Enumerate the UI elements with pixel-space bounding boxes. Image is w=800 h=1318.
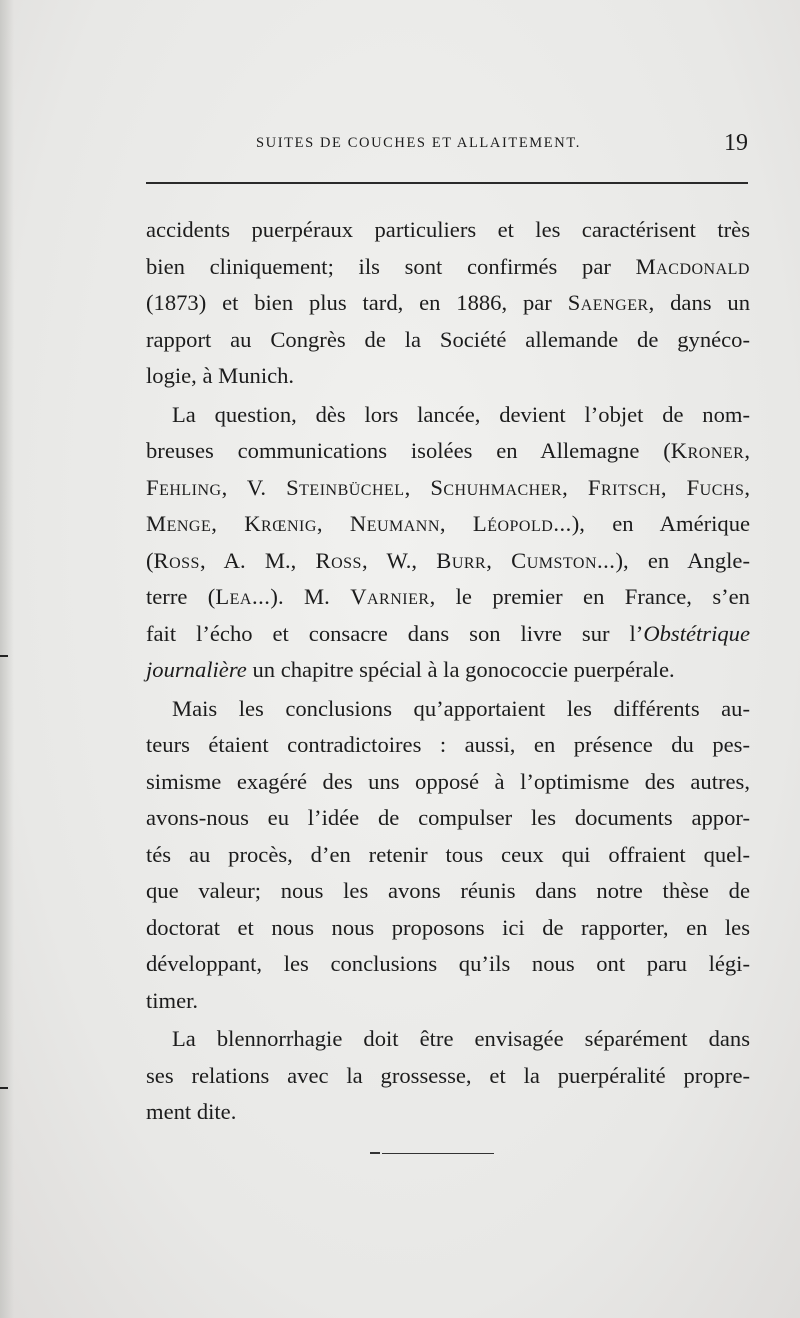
text-line: (Ross, A. M., Ross, W., Burr, Cumston...), en Angle- [146, 547, 750, 573]
author-name: Léopold... [472, 511, 572, 536]
text-line: timer. [146, 987, 199, 1013]
author-name: Fritsch [587, 474, 661, 500]
author-name: Menge [146, 511, 212, 536]
author-name: Varnier [350, 584, 430, 609]
text-line: fait l’écho et consacre dans son livre sur l’Obstétrique [146, 620, 750, 646]
body-text [146, 212, 750, 1131]
author-name: Kroner [670, 438, 745, 463]
paragraph [146, 691, 750, 1020]
text-line: tés au procès, d’en retenir tous ceux qui offraient quel- [146, 841, 750, 867]
text-line: (1873) et bien plus tard, en 1886, par Saenger, dans un [146, 290, 750, 315]
author-name: Burr [436, 547, 487, 573]
text-line: développant, les conclusions qu’ils nous ont paru légi- [146, 951, 750, 976]
author-name: Fuchs [686, 474, 745, 500]
author-name: Lea... [215, 584, 271, 609]
paragraph [146, 1021, 750, 1131]
end-ornament-rule [382, 1153, 494, 1154]
text-line: ses relations avec la grossesse, et la puerpéralité propre- [146, 1062, 750, 1088]
author-name: Fehling [146, 474, 222, 500]
text-line: journalière un chapitre spécial à la gonococcie puerpérale. [146, 657, 675, 682]
author-name: Krœnig [244, 511, 317, 536]
book-title: journalière [146, 657, 247, 682]
page-header [148, 130, 748, 163]
text-line: teurs étaient contradictoires : aussi, en présence du pes- [146, 732, 750, 757]
text-line: Menge, Krœnig, Neumann, Léopold...), en Amérique [146, 511, 751, 536]
text-line: avons-nous eu l’idée de compulser les documents appor- [146, 805, 750, 830]
page-edge-shadow [0, 0, 14, 1318]
author-name: Macdonald [635, 253, 750, 279]
author-name: Cumston... [511, 547, 616, 573]
text-line: Mais les conclusions qu’apportaient les différents au- [172, 695, 750, 721]
header-rule [146, 182, 748, 184]
author-name: Saenger [567, 290, 649, 315]
text-line: accidents puerpéraux particuliers et les caractérisent très [146, 217, 750, 242]
author-name: Steinbüchel [286, 474, 405, 500]
text-line: simisme exagéré des uns opposé à l’optimisme des autres, [146, 768, 750, 794]
paragraph [146, 397, 750, 689]
running-head: SUITES DE COUCHES ET ALLAITEMENT. [256, 135, 581, 151]
text-line: breuses communications isolées en Allemagne (Kroner, [146, 438, 750, 463]
margin-tick [0, 655, 8, 657]
paragraph [146, 212, 750, 395]
text-line: bien cliniquement; ils sont confirmés par Macdonald [146, 253, 750, 279]
author-name: Ross [315, 547, 362, 573]
text-line: La question, dès lors lancée, devient l’objet de nom- [172, 401, 750, 427]
text-line: Fehling, V. Steinbüchel, Schuhmacher, Fritsch, Fuchs, [146, 474, 751, 500]
author-name: Schuhmacher [430, 474, 563, 500]
text-line: La blennorrhagie doit être envisagée séparément dans [172, 1026, 750, 1051]
text-line: que valeur; nous les avons réunis dans notre thèse de [146, 878, 750, 903]
author-name: Ross [153, 547, 200, 573]
text-line: logie, à Munich. [146, 363, 295, 388]
margin-tick [0, 1087, 8, 1089]
text-line: rapport au Congrès de la Société allemande de gynéco- [146, 326, 750, 352]
page-number: 19 [724, 130, 748, 156]
book-title: Obstétrique [643, 620, 750, 646]
text-line: terre (Lea...). M. Varnier, le premier en France, s’en [146, 584, 750, 609]
author-name: Neumann [349, 511, 440, 536]
text-line: doctorat et nous nous proposons ici de rapporter, en les [146, 914, 750, 940]
text-line: ment dite. [146, 1099, 237, 1124]
